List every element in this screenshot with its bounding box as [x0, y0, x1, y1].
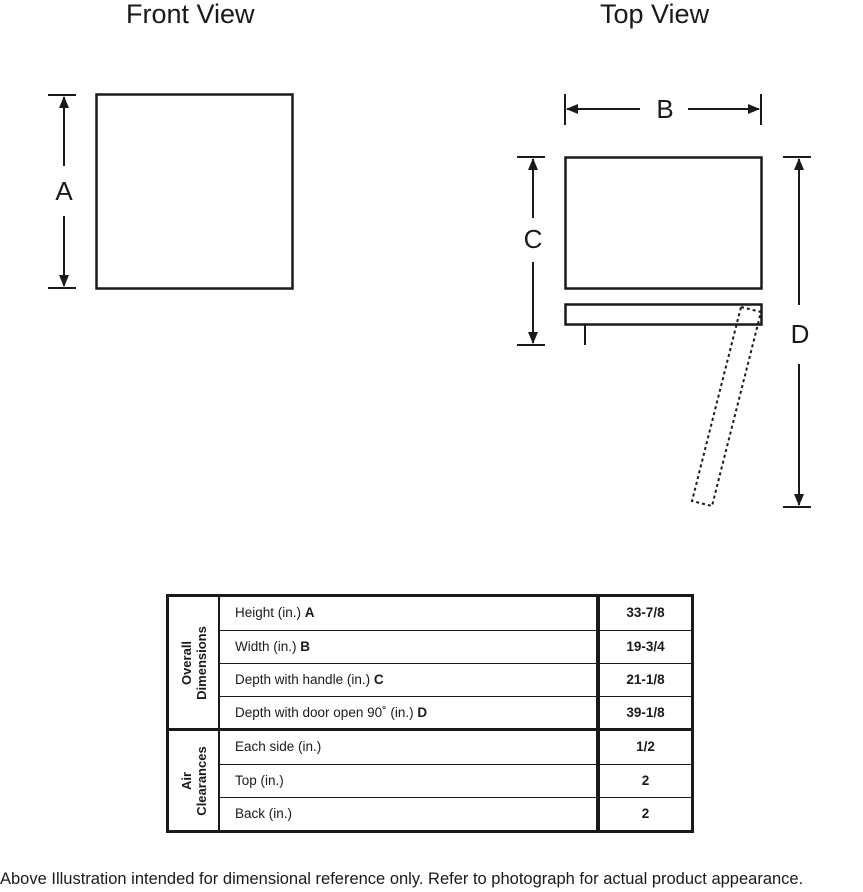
table-row-depth-handle [220, 663, 691, 696]
footnote: Above Illustration intended for dimensional reference only. Refer to photograph for actual product appearance. [0, 870, 804, 888]
dim-a-label: A [55, 176, 73, 206]
top-view-cabinet [566, 158, 762, 289]
air-clearances-label: Air Clearances [178, 745, 209, 816]
row-value: 2 [596, 765, 691, 797]
row-value: 21-1/8 [596, 664, 691, 696]
open-door-outline [692, 307, 761, 506]
row-label-text: Height (in.) [235, 605, 302, 620]
row-label-text: Depth with door open 90˚ (in.) [235, 705, 414, 720]
top-view-drawing [517, 94, 811, 507]
dimensions-table [166, 594, 694, 833]
table-row-back [220, 797, 691, 830]
row-value: 2 [596, 798, 691, 830]
overall-dimensions-group [169, 597, 691, 731]
row-label-text: Depth with handle (in.) [235, 672, 371, 687]
row-letter: D [417, 705, 428, 720]
table-row-width [220, 630, 691, 663]
row-letter: A [304, 605, 315, 620]
table-row-each-side [220, 731, 691, 764]
row-label [235, 664, 384, 696]
row-value: 39-1/8 [596, 697, 691, 729]
row-label-text: Width (in.) [235, 639, 297, 654]
row-value: 19-3/4 [596, 631, 691, 663]
row-label [235, 631, 310, 663]
front-view-drawing [48, 95, 293, 289]
row-letter: C [373, 672, 384, 687]
group-label-cell [169, 731, 220, 830]
dim-b-label: B [656, 94, 674, 124]
front-view-cabinet [97, 95, 293, 289]
air-clearances-group [169, 731, 691, 830]
table-row-depth-door-open [220, 696, 691, 729]
top-view-door [566, 305, 762, 325]
overall-dimensions-label: Overall Dimensions [178, 625, 209, 700]
group-label-cell [169, 597, 220, 728]
row-letter: B [300, 639, 311, 654]
row-label: Back (in.) [235, 806, 293, 821]
row-value: 33-7/8 [596, 597, 691, 630]
dim-c-label: C [523, 224, 543, 254]
row-value: 1/2 [596, 731, 691, 764]
top-view-title: Top View [600, 0, 710, 29]
row-label: Top (in.) [235, 773, 284, 788]
dim-d-label: D [790, 319, 810, 349]
table-row-top [220, 764, 691, 797]
row-label [235, 597, 315, 629]
front-view-title: Front View [126, 0, 255, 29]
row-label: Each side (in.) [235, 739, 322, 754]
row-label [235, 697, 427, 729]
table-row-height [220, 597, 691, 630]
